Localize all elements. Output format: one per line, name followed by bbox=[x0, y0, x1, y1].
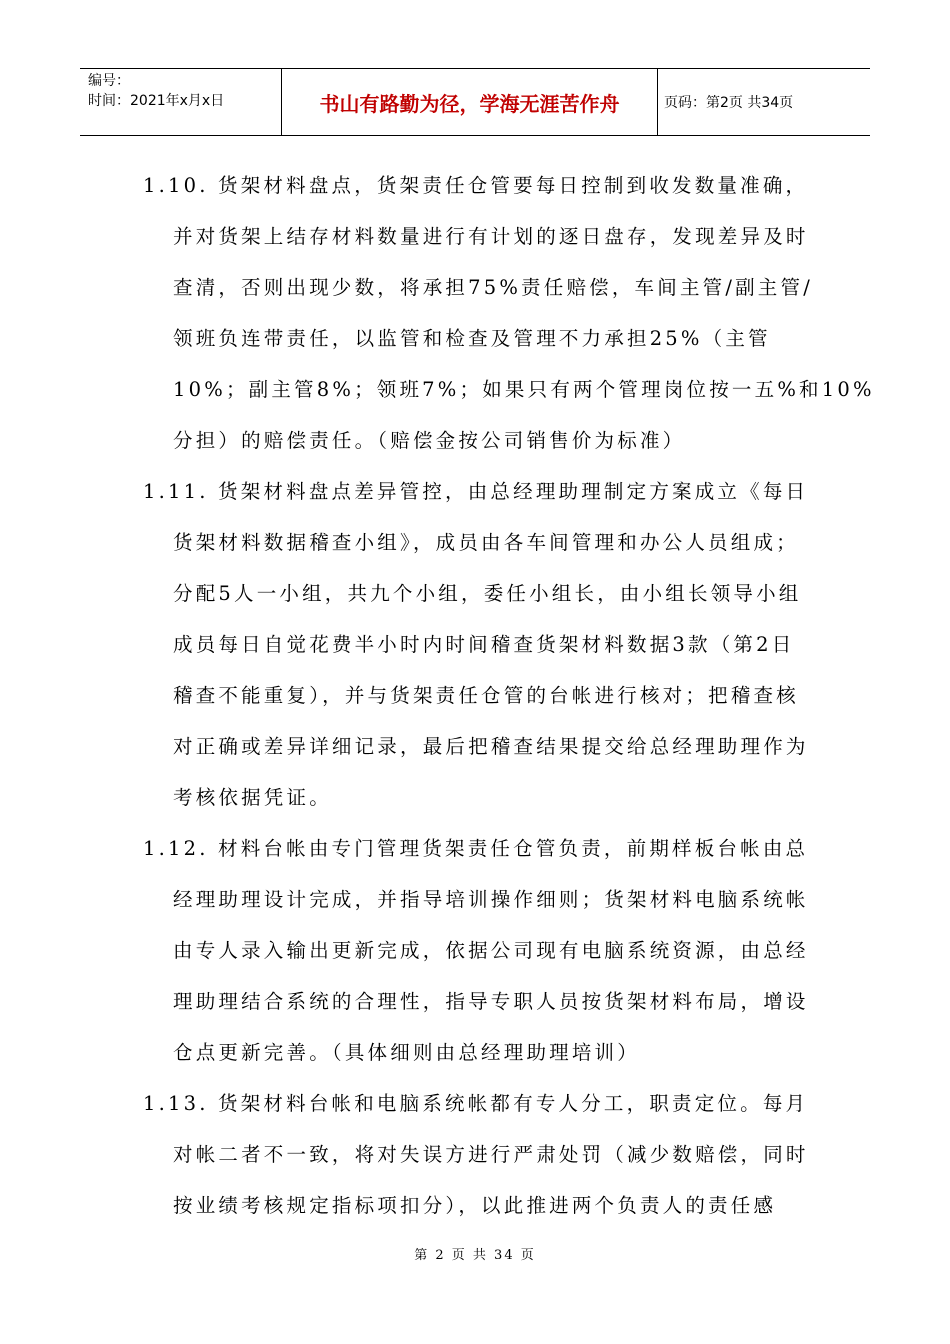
text-line: 领班负连带责任，以监管和检查及管理不力承担25%（主管 bbox=[173, 327, 771, 350]
text-line: 仓点更新完善。（具体细则由总经理助理培训） bbox=[173, 1041, 640, 1064]
text-line: 按业绩考核规定指标项扣分），以此推进两个负责人的责任感 bbox=[173, 1194, 777, 1217]
text-line: 1.10. 货架材料盘点，货架责任仓管要每日控制到收发数量准确， bbox=[143, 174, 809, 197]
text-line: 对帐二者不一致，将对失误方进行严肃处罚（减少数赔偿，同时 bbox=[173, 1143, 809, 1166]
text-line: 并对货架上结存材料数量进行有计划的逐日盘存，发现差异及时 bbox=[173, 225, 809, 248]
header-page-info: 页码：第2页 共34页 bbox=[664, 95, 794, 111]
page-footer: 第 2 页 共 34 页 bbox=[414, 1248, 536, 1263]
text-line: 成员每日自觉花费半小时内时间稽查货架材料数据3款（第2日 bbox=[173, 633, 795, 656]
text-line: 理助理结合系统的合理性，指导专职人员按货架材料布局，增设 bbox=[173, 990, 809, 1013]
text-line: 经理助理设计完成，并指导培训操作细则；货架材料电脑系统帐 bbox=[173, 888, 809, 911]
text-line: 1.13. 货架材料台帐和电脑系统帐都有专人分工，职责定位。每月 bbox=[143, 1092, 809, 1115]
text-line: 1.11. 货架材料盘点差异管控，由总经理助理制定方案成立《每日 bbox=[143, 480, 809, 503]
text-line: 稽查不能重复），并与货架责任仓管的台帐进行核对；把稽查核 bbox=[173, 684, 799, 707]
text-line: 分担）的赔偿责任。（赔偿金按公司销售价为标准） bbox=[173, 429, 686, 452]
document-header bbox=[80, 68, 870, 136]
document-number-label: 编号： bbox=[88, 73, 130, 89]
text-line: 分配5人一小组，共九个小组，委任小组长，由小组长领导小组 bbox=[173, 582, 802, 605]
text-line: 10%；副主管8%；领班7%；如果只有两个管理岗位按一五%和10% bbox=[173, 378, 875, 401]
text-line: 查清，否则出现少数，将承担75%责任赔偿，车间主管/副主管/ bbox=[173, 276, 813, 299]
text-line: 货架材料数据稽查小组》，成员由各车间管理和办公人员组成； bbox=[173, 531, 799, 554]
header-motto: 书山有路勤为径，学海无涯苦作舟 bbox=[282, 69, 658, 135]
text-line: 1.12. 材料台帐由专门管理货架责任仓管负责，前期样板台帐由总 bbox=[143, 837, 809, 860]
text-line: 考核依据凭证。 bbox=[173, 786, 332, 809]
text-line: 对正确或差异详细记录，最后把稽查结果提交给总经理助理作为 bbox=[173, 735, 809, 758]
header-meta bbox=[80, 69, 282, 135]
text-line: 由专人录入输出更新完成，依据公司现有电脑系统资源，由总经 bbox=[173, 939, 809, 962]
document-date-label: 时间：2021年x月x日 bbox=[88, 93, 225, 109]
